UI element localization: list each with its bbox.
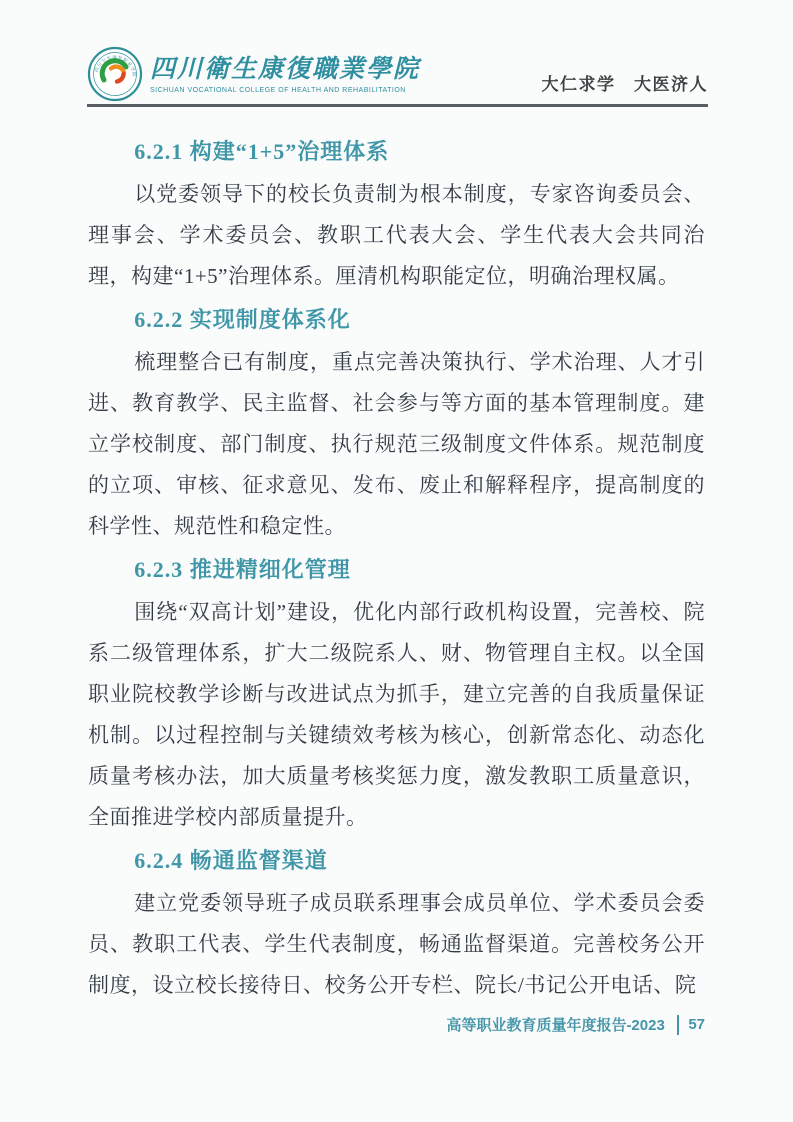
- svg-text:四川卫生康复职业学院: 四川卫生康复职业学院: [93, 54, 138, 78]
- section-paragraph: 建立党委领导班子成员联系理事会成员单位、学术委员会委员、教职工代表、学生代表制度，畅通监督渠道。完善校务公开制度，设立校长接待日、校务公开专栏、院长/书记公开电话、院: [88, 891, 705, 997]
- section-6-2-1: [88, 131, 705, 297]
- college-motto: 大仁求学 大医济人: [541, 75, 708, 94]
- college-name-cn: 四川衛生康復職業學院: [150, 55, 421, 83]
- section-paragraph: 以党委领导下的校长负责制为根本制度，专家咨询委员会、理事会、学术委员会、教职工代表大会、学生代表大会共同治理，构建“1+5”治理体系。厘清机构职能定位，明确治理权属。: [88, 182, 705, 288]
- footer-page-number: 57: [688, 1016, 705, 1033]
- college-logo-text: [150, 55, 420, 94]
- section-6-2-3: [88, 549, 705, 838]
- section-heading: 6.2.3 推进精细化管理: [134, 557, 351, 582]
- page-footer: [446, 1014, 705, 1035]
- page-body: [88, 107, 705, 1008]
- section-6-2-2: [88, 299, 705, 547]
- section-paragraph: 围绕“双高计划”建设，优化内部行政机构设置，完善校、院系二级管理体系，扩大二级院系人、财、物管理自主权。以全国职业院校教学诊断与改进试点为抓手，建立完善的自我质量保证机制。以过程控制与关键绩效考核为核心，创新常态化、动态化质量考核办法，加大质量考核奖惩力度，激发教职工质量意识，全面推进学校内部质量提升。: [88, 600, 705, 829]
- section-heading: 6.2.1 构建“1+5”治理体系: [134, 139, 390, 164]
- college-seal-icon: [87, 46, 143, 102]
- section-heading: 6.2.2 实现制度体系化: [134, 307, 351, 332]
- college-logo: [87, 46, 420, 102]
- college-name-en: SICHUAN VOCATIONAL COLLEGE OF HEALTH AND REHABILITATION: [150, 86, 406, 94]
- section-paragraph: 梳理整合已有制度，重点完善决策执行、学术治理、人才引进、教育教学、民主监督、社会参与等方面的基本管理制度。建立学校制度、部门制度、执行规范三级制度文件体系。规范制度的立项、审核、征求意见、发布、废止和解释程序，提高制度的科学性、规范性和稳定性。: [88, 350, 705, 538]
- page-header: [87, 0, 708, 107]
- section-6-2-4: [88, 840, 705, 1006]
- section-heading: 6.2.4 畅通监督渠道: [134, 848, 328, 873]
- footer-report-title: 高等职业教育质量年度报告-2023: [446, 1017, 665, 1034]
- footer-separator: [677, 1015, 680, 1035]
